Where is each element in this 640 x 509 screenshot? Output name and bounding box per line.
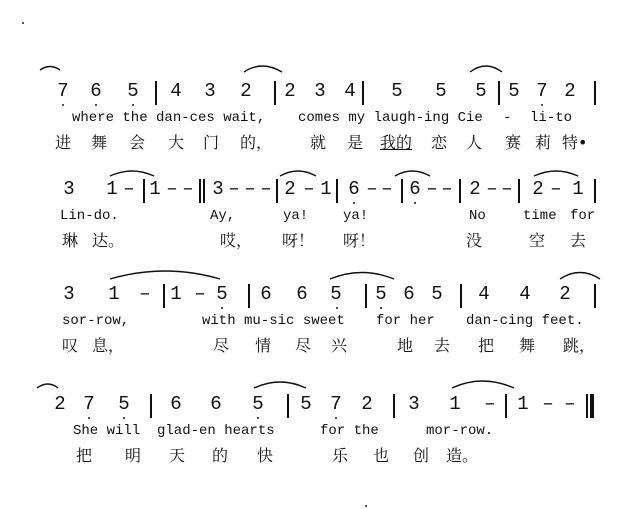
note: – [542, 393, 554, 415]
barline [365, 284, 367, 308]
octave-dot [380, 307, 382, 309]
note: 4 [344, 80, 356, 102]
note: 3 [63, 283, 75, 305]
note: 5 [216, 283, 228, 305]
lyric-word: for the [320, 423, 379, 439]
lyric-word: 进 [55, 133, 72, 152]
note: – [441, 178, 453, 200]
lyric-word: 去 [570, 231, 587, 250]
octave-dot [257, 417, 259, 419]
lyric-word: 地 [397, 336, 414, 355]
note: 5 [508, 80, 520, 102]
lyric-word: 的， [240, 133, 273, 152]
note: 4 [478, 283, 490, 305]
barline [401, 179, 403, 203]
lyric-word: 特• [562, 133, 588, 152]
slur [244, 66, 282, 72]
lyric-word: 门 [203, 133, 220, 152]
note: 5 [475, 80, 487, 102]
octave-dot [132, 104, 134, 106]
note: – [182, 178, 194, 200]
note: – [194, 283, 206, 305]
note: 1 [108, 283, 120, 305]
octave-dot [336, 307, 338, 309]
lyric-word: 我的 [380, 133, 413, 152]
lyric-word: ya! [283, 208, 309, 224]
lyric-word: 人 [466, 133, 483, 152]
note: 2 [284, 80, 296, 102]
lyric-word: 赛 [505, 133, 522, 152]
note: – [260, 178, 272, 200]
note: – [381, 178, 393, 200]
lyric-word: 没 [466, 231, 483, 250]
note: 4 [519, 283, 531, 305]
lyric-chinese [0, 228, 640, 248]
slur [534, 171, 578, 176]
note: 6 [210, 393, 222, 415]
note: – [366, 178, 378, 200]
note: 7 [57, 80, 69, 102]
lyric-word: 就 [310, 133, 327, 152]
note: 4 [170, 80, 182, 102]
lyric-word: for [570, 208, 596, 224]
scan-speck [22, 22, 24, 24]
note: 6 [348, 178, 360, 200]
note: – [244, 178, 256, 200]
lyric-word: time [523, 208, 557, 224]
slur [280, 171, 316, 176]
lyric-word: - [503, 110, 512, 126]
note: 1 [449, 393, 461, 415]
octave-dot [335, 417, 337, 419]
note: 7 [330, 393, 342, 415]
octave-dot [353, 202, 355, 204]
lyric-chinese [0, 443, 640, 463]
lyric-word: 尽 [295, 336, 312, 355]
octave-dot [541, 104, 543, 106]
slur [37, 384, 58, 388]
octave-dot [62, 104, 64, 106]
barline [498, 81, 500, 105]
slur [110, 171, 154, 176]
lyric-word: 明 [125, 446, 142, 465]
barline [163, 284, 165, 308]
note: 5 [391, 80, 403, 102]
barline [287, 394, 289, 418]
lyric-word: 情 [255, 336, 272, 355]
barline [276, 179, 278, 203]
lyric-word: 哎， [220, 231, 253, 250]
note: – [228, 178, 240, 200]
note: – [486, 178, 498, 200]
barline [155, 81, 157, 105]
note: 3 [212, 178, 224, 200]
slur [395, 171, 430, 176]
note: 2 [532, 178, 544, 200]
note: 2 [469, 178, 481, 200]
note: 1 [572, 178, 584, 200]
note: – [426, 178, 438, 200]
note: – [484, 393, 496, 415]
note: 5 [431, 283, 443, 305]
note: 1 [170, 283, 182, 305]
barline [274, 81, 276, 105]
note: 5 [300, 393, 312, 415]
barline [505, 394, 507, 418]
slur [452, 381, 514, 388]
lyric-word: dan-cing feet. [466, 313, 584, 329]
note: – [501, 178, 513, 200]
barline [248, 284, 250, 308]
note: 1 [320, 178, 332, 200]
note: 3 [63, 178, 75, 200]
lyric-word: 莉 [535, 133, 552, 152]
lyric-word: where the dan-ces wait, [72, 110, 266, 126]
lyric-word: 跳， [563, 336, 596, 355]
lyric-word: 会 [129, 133, 146, 152]
lyric-word: li-to [530, 110, 573, 126]
lyric-word: 舞 [91, 133, 108, 152]
lyric-word: 也 [373, 446, 390, 465]
slur [330, 273, 394, 280]
note: – [303, 178, 315, 200]
note: – [564, 393, 576, 415]
double-barline [199, 179, 201, 203]
note: – [550, 178, 562, 200]
lyric-word: mor-row. [426, 423, 494, 439]
lyric-word: 兴 [331, 336, 348, 355]
lyric-english [0, 110, 640, 128]
note: 2 [361, 393, 373, 415]
note: 2 [54, 393, 66, 415]
lyric-word: 舞 [519, 336, 536, 355]
barline [459, 179, 461, 203]
lyric-word: 造。 [446, 446, 479, 465]
slur [254, 382, 306, 388]
note: 6 [170, 393, 182, 415]
lyric-word: 达。 [92, 231, 125, 250]
lyric-word: 去 [434, 336, 451, 355]
note: 7 [83, 393, 95, 415]
lyric-word: Ay, [210, 208, 236, 224]
barline [460, 284, 462, 308]
note: 3 [314, 80, 326, 102]
note: – [123, 178, 135, 200]
lyric-word: Lin-do. [60, 208, 119, 224]
lyric-word: sor-row, [62, 313, 130, 329]
lyric-english [0, 208, 640, 226]
barline [336, 179, 338, 203]
slur [110, 271, 220, 279]
lyric-word: glad-en hearts [157, 423, 275, 439]
lyric-word: 把 [478, 336, 495, 355]
note: 5 [252, 393, 264, 415]
barline [150, 394, 152, 418]
scan-speck [365, 505, 367, 507]
lyric-word: 恋 [431, 133, 448, 152]
notes-row [0, 393, 640, 423]
barline [594, 179, 596, 203]
note: 1 [149, 178, 161, 200]
lyric-word: 尽 [213, 336, 230, 355]
note: 6 [260, 283, 272, 305]
lyric-word: 创 [413, 446, 430, 465]
lyric-word: 呀！ [343, 231, 376, 250]
lyric-word: 乐 [332, 446, 349, 465]
note: – [139, 283, 151, 305]
lyric-word: 天 [169, 446, 186, 465]
octave-dot [221, 307, 223, 309]
note: 2 [564, 80, 576, 102]
lyric-word: 空 [529, 231, 546, 250]
octave-dot [123, 417, 125, 419]
lyric-word: with mu-sic sweet [202, 313, 345, 329]
note: 2 [284, 178, 296, 200]
lyric-word: 的 [212, 446, 229, 465]
barline [594, 284, 596, 308]
lyric-word: ya! [343, 208, 369, 224]
note: 1 [106, 178, 118, 200]
note: 2 [240, 80, 252, 102]
note: 6 [296, 283, 308, 305]
note: – [166, 178, 178, 200]
note: 6 [409, 178, 421, 200]
octave-dot [95, 104, 97, 106]
lyric-english [0, 423, 640, 441]
note: 5 [435, 80, 447, 102]
final-barline [586, 394, 588, 418]
barline [393, 394, 395, 418]
note: 5 [118, 393, 130, 415]
lyric-word: 息， [92, 336, 125, 355]
lyric-chinese [0, 130, 640, 150]
note: 5 [375, 283, 387, 305]
note: 3 [204, 80, 216, 102]
note: 1 [517, 393, 529, 415]
lyric-english [0, 313, 640, 331]
barline [143, 179, 145, 203]
note: 6 [90, 80, 102, 102]
lyric-word: 大 [168, 133, 185, 152]
lyric-word: No [469, 208, 486, 224]
lyric-word: for her [376, 313, 435, 329]
slur [40, 67, 60, 71]
note: 2 [559, 283, 571, 305]
octave-dot [88, 417, 90, 419]
lyric-word: comes my laugh-ing Cie [298, 110, 483, 126]
lyric-word: She will [73, 423, 141, 439]
note: 5 [330, 283, 342, 305]
lyric-chinese [0, 333, 640, 353]
lyric-word: 叹 [62, 336, 79, 355]
note: 7 [536, 80, 548, 102]
barline [518, 179, 520, 203]
note: 6 [403, 283, 415, 305]
barline [594, 81, 596, 105]
slur [470, 66, 502, 72]
lyric-word: 快 [257, 446, 274, 465]
notes-row [0, 178, 640, 208]
barline [362, 81, 364, 105]
note: 3 [408, 393, 420, 415]
note: 5 [127, 80, 139, 102]
lyric-word: 呀！ [282, 231, 315, 250]
lyric-word: 是 [347, 133, 364, 152]
lyric-word: 把 [76, 446, 93, 465]
notes-row [0, 283, 640, 313]
slur [560, 273, 600, 280]
octave-dot [414, 202, 416, 204]
lyric-word: 琳 [62, 231, 79, 250]
